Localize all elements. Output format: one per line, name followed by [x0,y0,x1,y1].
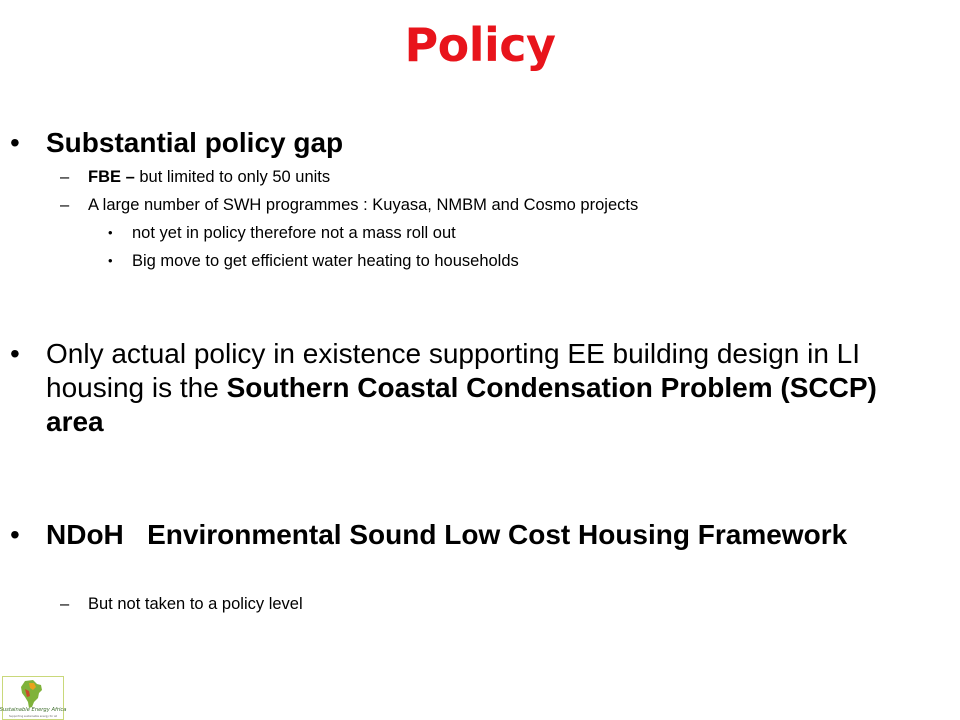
logo-name: Sustainable Energy Africa [0,707,67,713]
logo-tagline: Supporting sustainable energy for all [8,715,58,718]
sea-logo [0,676,67,720]
bullet-glyph: • [108,225,113,240]
bullet-item [10,337,926,439]
dash-glyph: – [60,196,70,214]
sub-sub-item-text: not yet in policy therefore not a mass roll out [132,224,456,242]
sub-item [60,167,928,187]
sub-item-text: but limited to only 50 units [139,168,331,186]
dash-glyph: – [60,168,70,186]
bullet-text: NDoH Environmental Sound Low Cost Housing Framework [46,519,848,550]
bullet-glyph: • [108,253,113,268]
sub-sub-item-text: Big move to get efficient water heating to households [132,252,519,270]
sub-item-text: A large number of SWH programmes : Kuyasa, NMBM and Cosmo projects [88,196,639,214]
bullet-item [10,518,926,552]
bullet-glyph: • [10,338,20,369]
bullet-glyph: • [10,519,20,550]
bullet-glyph: • [10,127,20,158]
slide-title: Policy [404,18,556,72]
bullet-text-bold: Southern Coastal Condensation Problem (SCCP) area [46,372,877,437]
sub-item [60,594,928,614]
africa-map-logo-icon [0,677,67,719]
sub-sub-item [108,223,932,243]
sub-item-bold: FBE – [88,168,140,186]
sub-item [60,195,928,215]
dash-glyph: – [60,595,70,613]
sub-sub-item [108,251,932,271]
bullet-item [10,126,926,160]
bullet-text: Only actual policy in existence supporting EE building design in LI housing is the [46,338,861,403]
sub-item-text: But not taken to a policy level [88,595,303,613]
bullet-text: Substantial policy gap [46,127,344,158]
